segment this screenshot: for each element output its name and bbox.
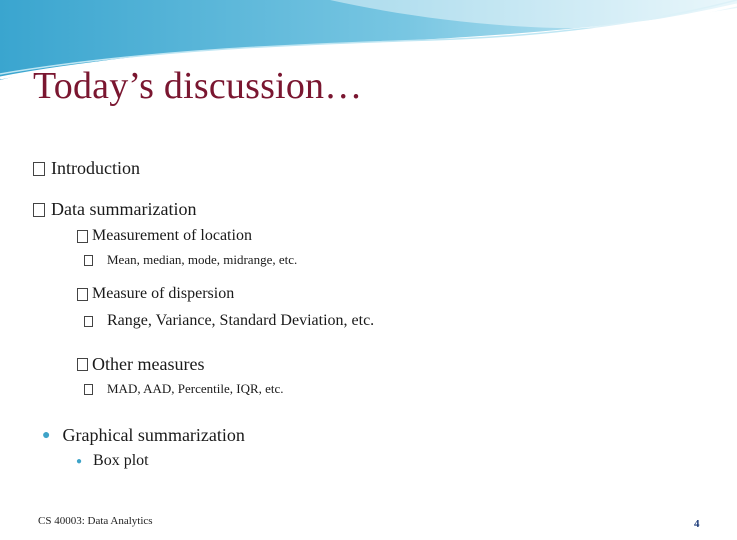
slide-title: Today’s discussion… <box>33 65 363 107</box>
bullet-graphical-summarization <box>42 425 245 446</box>
bullet-introduction <box>33 158 140 179</box>
bullet-box-icon <box>33 203 45 217</box>
bullet-text: Box plot <box>93 452 149 469</box>
bullet-mad-aad <box>84 381 284 397</box>
bullet-box-icon <box>84 316 93 327</box>
bullet-box-icon <box>33 162 45 176</box>
footer-page-number: 4 <box>694 518 700 530</box>
bullet-data-summarization <box>33 199 196 220</box>
bullet-text: Range, Variance, Standard Deviation, etc. <box>107 312 375 329</box>
bullet-text: Measurement of location <box>92 227 252 244</box>
bullet-box-icon <box>84 255 93 266</box>
bullet-box-icon <box>77 358 88 371</box>
bullet-text: Other measures <box>92 354 205 374</box>
round-bullet-icon: ● <box>76 455 83 467</box>
bullet-range-variance <box>84 312 374 330</box>
bullet-text: Introduction <box>51 158 140 178</box>
bullet-box-icon <box>77 288 88 301</box>
bullet-text: Measure of dispersion <box>92 285 235 302</box>
bullet-mean-median <box>84 252 297 268</box>
footer-course: CS 40003: Data Analytics <box>38 515 153 527</box>
bullet-box-icon <box>77 230 88 243</box>
bullet-box-icon <box>84 384 93 395</box>
bullet-text: MAD, AAD, Percentile, IQR, etc. <box>107 381 284 396</box>
bullet-text: Mean, median, mode, midrange, etc. <box>107 252 298 267</box>
bullet-text: Data summarization <box>51 199 197 219</box>
round-bullet-icon: ● <box>42 427 51 443</box>
bullet-measurement-of-location <box>77 227 252 245</box>
bullet-other-measures <box>77 354 204 375</box>
bullet-box-plot <box>76 452 149 470</box>
bullet-measure-of-dispersion <box>77 285 234 303</box>
bullet-text: Graphical summarization <box>62 425 245 445</box>
